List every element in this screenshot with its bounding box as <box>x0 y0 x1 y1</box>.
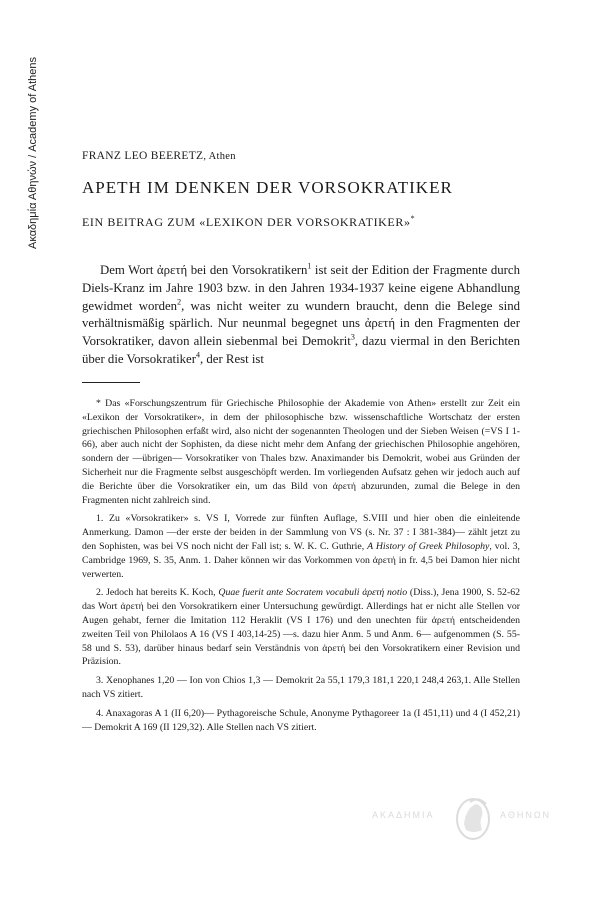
author-location: , Athen <box>203 151 236 162</box>
article-title: APETH IM DENKEN DER VORSOKRATIKER <box>82 178 453 197</box>
body-text-5: , der Rest ist <box>199 351 264 366</box>
footnote-ref-2: 2 <box>177 297 182 307</box>
footnote-star: * Das «Forschungszentrum für Griechische Philosophie der Akademie von Athen» erstellt zur Zeit ein «Lexikon der Vorsokratiker», in dem der philosophische bzw. wissenschaftliche Wortschatz der ersten griechischen Philosophen erfaßt wird, also nicht der sogenannten Theologen und der Sieben Weisen (=VS I 1-66), aber auch nicht der Sophisten, da diese nicht mehr dem Anfang der griechischen Philosophie angehören, sondern der —übrigen— Vorsokratiker von Thales bzw. Anaximander bis Demokrit, wobei aus Gründen der Sicherheit nur die Fragmente selbst ausgeschöpft werden. Im vorliegenden Aufsatz gehen wir jedoch auch auf die Berichte über die Vorsokratiker ein, um das Bild von ἀρετή abzurunden, zumal die Belege in den Fragmenten nicht zahlreich sind. <box>82 398 520 506</box>
footnote-separator <box>82 382 140 383</box>
academy-watermark <box>372 790 572 850</box>
footnotes-section <box>82 397 520 739</box>
footnote-1-text-a: 1. Zu «Vorsokratiker» s. VS I, Vorrede zur fünften Auflage, S.VIII und hier oben die einleitende Anmerkung. Damon —der erste der beiden in der Sammlung von VS (s. Nr. 37 : I 381-384)— zählt jetzt zu den Sophisten, was bei VS noch nicht der Fall ist; s. W. K. C. Guthrie, <box>82 513 520 552</box>
archive-credit-text: Ακαδημία Αθηνών / Academy of Athens <box>27 56 39 250</box>
subtitle-footnote-mark: * <box>410 214 416 223</box>
athena-seal-icon <box>452 794 494 844</box>
footnote-4: 4. Anaxagoras A 1 (II 6,20)— Pythagoreische Schule, Anonyme Pythagoreer 1a (I 451,11) und 4 (I 452,21) — Demokrit A 169 (II 129,32). Alle Stellen nach VS zitiert. <box>82 707 520 733</box>
watermark-text-right: ΑΘΗΝΩΝ <box>500 810 552 820</box>
footnote-2-text-b: (Diss.), Jena 1900, S. 52-62 das Wort ἀρετή bei den Vorsokratikern einer Untersuchung gewürdigt. Allerdings hat er nicht alle Stellen vor Augen gehabt, ferner die Imitation 112 Heraklit (VS I 176) und den unechten für ἀρετή entscheidenden zweiten Teil von Philolaos A 16 (VS I 403,14-25) —s. dazu hier Anm. 5 und Anm. 6— aufgenommen (S. 55-58 und S. 53), darüber hinaus bedarf sein Verständnis von ἀρετή bei den Vorsokratikern einer Revision und Präzision. <box>82 587 520 668</box>
footnote-ref-4: 4 <box>195 350 200 360</box>
footnote-ref-1: 1 <box>307 261 312 271</box>
article-subtitle <box>82 214 415 230</box>
author-line <box>82 150 236 162</box>
body-text-1: Dem Wort ἀρετή bei den Vorsokratikern <box>100 263 308 277</box>
author-name: FRANZ LEO BEERETZ <box>82 150 204 162</box>
body-text-2: ist seit der Edition der Fragmente durch Diels-Kranz im Jahre 1903 bzw. in den Jahren 1934-1937 keine eigene Abhandlung gewidmet worden <box>82 263 521 313</box>
footnote-3: 3. Xenophanes 1,20 — Ion von Chios 1,3 — Demokrit 2a 55,1 179,3 181,1 220,1 248,4 263,1. Alle Stellen nach VS zitiert. <box>82 675 520 700</box>
footnote-1-book-title: A History of Greek Philosophy <box>367 540 490 552</box>
watermark-text-left: ΑΚΑΔΗΜΙΑ <box>372 810 435 820</box>
body-paragraph <box>82 262 520 369</box>
footnote-2-work-title: Quae fuerit ante Socratem vocabuli ἀρετή notio <box>218 587 408 599</box>
footnote-1-text-b: , vol. 3, Cambridge 1969, S. 35, Anm. 1. Daher können wir das Vorkommen von ἀρετή in fr. 4,5 bei Damon hier nicht verwerten. <box>82 540 520 580</box>
body-text-3: , was nicht weiter zu wundern braucht, denn die Belege sind verhältnismäßig spärlich. Nur neunmal begegnet uns ἀρετή in den Fragmenten der Vorsokratiker, davon allein siebenmal bei Demokrit <box>82 298 520 349</box>
footnote-1 <box>82 512 520 581</box>
footnote-2 <box>82 586 520 669</box>
footnote-2-text-a: 2. Jedoch hat bereits K. Koch, <box>96 587 219 599</box>
subtitle-text: EIN BEITRAG ZUM «LEXIKON DER VORSOKRATIKER» <box>82 215 411 229</box>
body-text-4: , dazu viermal in den Berichten über die Vorsokratiker <box>82 334 520 366</box>
footnote-ref-3: 3 <box>350 332 355 342</box>
archive-sidebar-label <box>22 38 44 268</box>
